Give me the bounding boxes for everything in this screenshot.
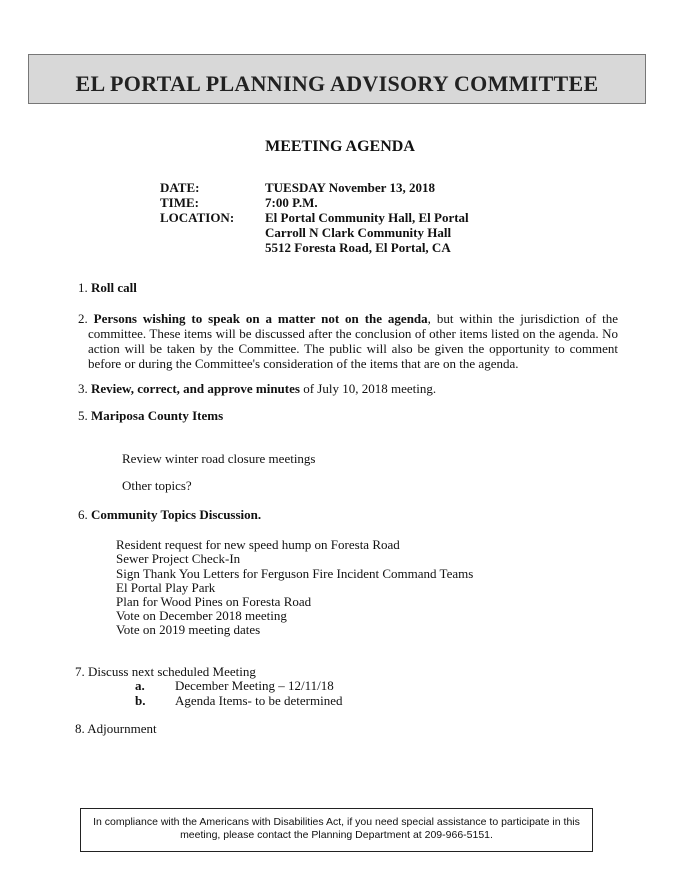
- sub-item-marker: b.: [135, 693, 146, 708]
- item-title: Community Topics Discussion.: [91, 507, 262, 522]
- agenda-item-roll-call: [78, 280, 137, 296]
- ada-notice: [80, 816, 593, 842]
- location-line-2: Carroll N Clark Community Hall: [265, 225, 452, 240]
- item-number: 6.: [78, 507, 88, 522]
- item-number: 2.: [78, 311, 88, 326]
- date-value: TUESDAY November 13, 2018: [265, 180, 435, 195]
- agenda-item-minutes: [78, 381, 436, 397]
- agenda-item-community: [78, 507, 261, 523]
- agenda-item-public-comment: [78, 311, 618, 371]
- item-number: 5.: [78, 408, 88, 423]
- agenda-item-adjournment: 8. Adjournment: [75, 721, 157, 736]
- community-sub-item: Plan for Wood Pines on Foresta Road: [116, 594, 312, 609]
- agenda-title: MEETING AGENDA: [265, 138, 415, 155]
- location-line-1: El Portal Community Hall, El Portal: [265, 210, 469, 225]
- county-sub-item: Review winter road closure meetings: [122, 451, 316, 466]
- community-sub-item: Resident request for new speed hump on Foresta Road: [116, 537, 400, 552]
- item-title: Roll call: [91, 280, 137, 295]
- county-sub-item: Other topics?: [122, 478, 192, 493]
- sub-item-marker: a.: [135, 678, 145, 693]
- ada-notice-line: In compliance with the Americans with Disabilities Act, if you need special assistance to participate in this: [93, 816, 580, 828]
- item-number: 3.: [78, 381, 88, 396]
- location-label: LOCATION:: [160, 210, 235, 225]
- header-banner: [28, 54, 646, 104]
- date-label: DATE:: [160, 180, 200, 195]
- community-sub-item: Vote on December 2018 meeting: [116, 608, 287, 623]
- item-title: Mariposa County Items: [91, 408, 224, 423]
- community-sub-item: Vote on 2019 meeting dates: [116, 622, 261, 637]
- item-title: Review, correct, and approve minutes: [91, 381, 300, 396]
- agenda-item-county: [78, 408, 223, 424]
- agenda-item-next-meeting: 7. Discuss next scheduled Meeting: [75, 664, 256, 679]
- item-description: of July 10, 2018 meeting.: [299, 381, 437, 396]
- item-number: 1.: [78, 280, 88, 295]
- time-value: 7:00 P.M.: [265, 195, 318, 210]
- community-sub-item: Sign Thank You Letters for Ferguson Fire Incident Command Teams: [116, 566, 474, 581]
- item-title: Persons wishing to speak on a matter not on the agenda: [93, 311, 428, 326]
- community-sub-item: Sewer Project Check-In: [116, 551, 241, 566]
- next-meeting-sub-item: December Meeting – 12/11/18: [175, 678, 334, 693]
- next-meeting-sub-item: Agenda Items- to be determined: [175, 693, 343, 708]
- community-sub-item: El Portal Play Park: [116, 580, 216, 595]
- time-label: TIME:: [160, 195, 199, 210]
- location-line-3: 5512 Foresta Road, El Portal, CA: [265, 240, 451, 255]
- ada-notice-line: meeting, please contact the Planning Department at 209-966-5151.: [180, 829, 493, 841]
- committee-title: EL PORTAL PLANNING ADVISORY COMMITTEE: [75, 71, 599, 96]
- item-description: , but within the jurisdiction of the committee. These items will be discussed after the conclusion of other items listed on the agenda. No action will be taken by the Committee. The public will also be given the opportunity to comment before or during the Committee's consideration of the items that are on the agenda.: [88, 311, 618, 371]
